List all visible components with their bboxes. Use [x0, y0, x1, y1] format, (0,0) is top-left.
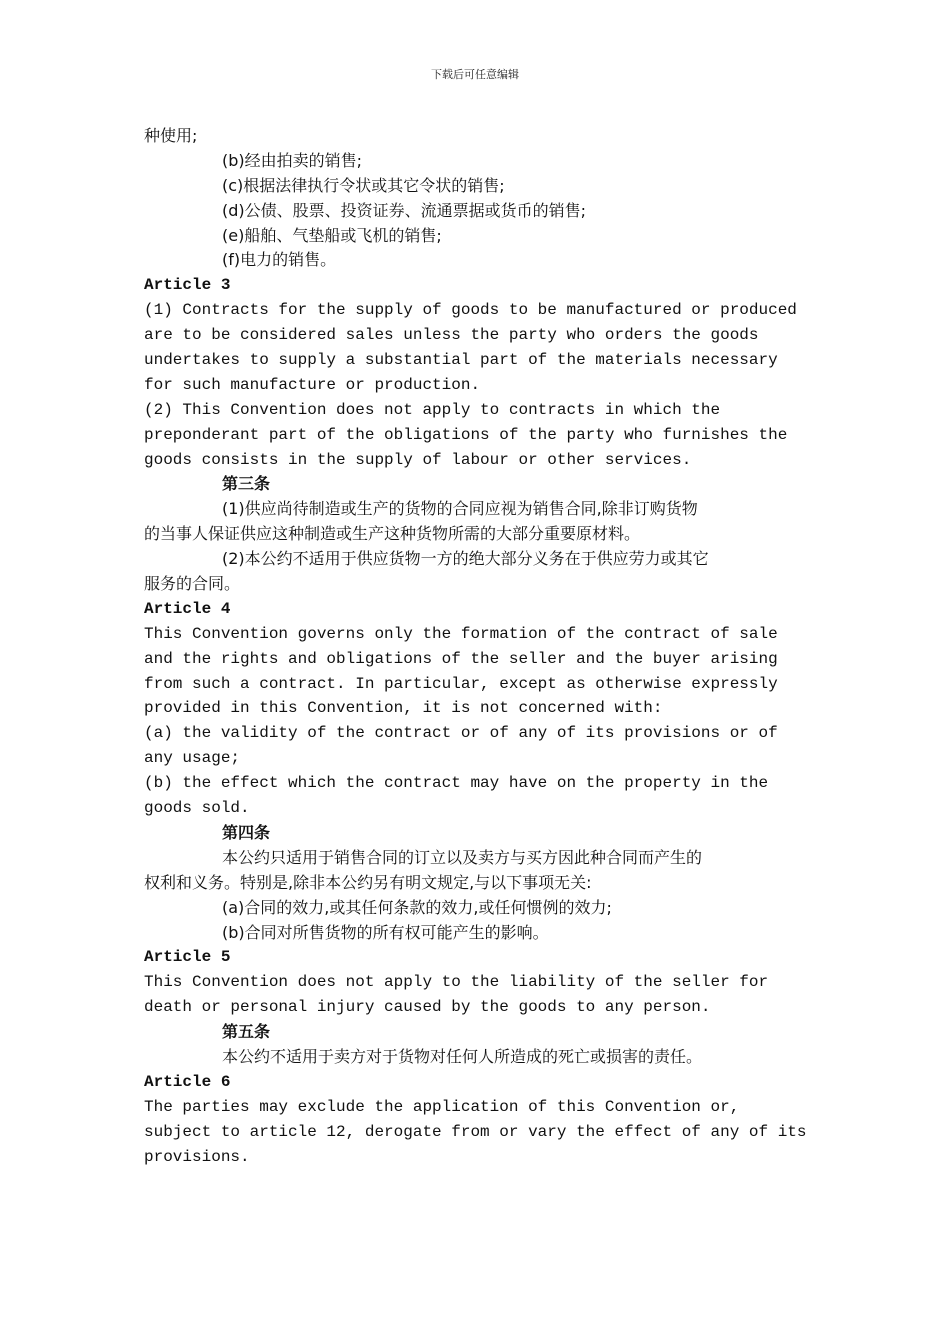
- english-paragraph-line: subject to article 12, derogate from or vary the effect of any of its: [144, 1122, 807, 1141]
- page-header: 下载后可任意编辑: [431, 68, 519, 81]
- chinese-paragraph-line: (d)公债、股票、投资证券、流通票据或货币的销售;: [222, 200, 587, 220]
- article-heading: Article 5: [144, 948, 231, 967]
- chinese-paragraph-line: (a)合同的效力,或其任何条款的效力,或任何惯例的效力;: [222, 897, 612, 917]
- chinese-paragraph-line: (f)电力的销售。: [222, 250, 337, 270]
- chinese-paragraph-line: 的当事人保证供应这种制造或生产这种货物所需的大部分重要原材料。: [144, 524, 641, 544]
- article-heading: Article 6: [144, 1072, 231, 1091]
- chinese-paragraph-line: (1)供应尚待制造或生产的货物的合同应视为销售合同,除非订购货物: [222, 499, 698, 519]
- chinese-paragraph-line: (2)本公约不适用于供应货物一方的绝大部分义务在于供应劳力或其它: [222, 549, 709, 569]
- chinese-article-heading: 第三条: [222, 474, 271, 494]
- english-paragraph-line: This Convention does not apply to the liability of the seller for: [144, 973, 769, 992]
- chinese-paragraph-line: 服务的合同。: [144, 574, 241, 594]
- document-body: [144, 124, 824, 1169]
- english-paragraph-line: (1) Contracts for the supply of goods to be manufactured or produced: [144, 301, 797, 320]
- english-paragraph-line: The parties may exclude the application of this Convention or,: [144, 1097, 740, 1116]
- article-heading: Article 3: [144, 276, 231, 295]
- chinese-paragraph-line: (b)经由拍卖的销售;: [222, 150, 363, 170]
- chinese-paragraph-line: (e)船舶、气垫船或飞机的销售;: [222, 225, 442, 245]
- english-paragraph-line: death or personal injury caused by the goods to any person.: [144, 998, 711, 1017]
- chinese-paragraph-line: 本公约只适用于销售合同的订立以及卖方与买方因此种合同而产生的: [222, 847, 703, 867]
- english-paragraph-line: goods sold.: [144, 799, 250, 818]
- english-paragraph-line: undertakes to supply a substantial part of the materials necessary: [144, 351, 778, 370]
- english-paragraph-line: preponderant part of the obligations of the party who furnishes the: [144, 425, 788, 444]
- english-paragraph-line: from such a contract. In particular, except as otherwise expressly: [144, 674, 778, 693]
- english-paragraph-line: any usage;: [144, 749, 241, 768]
- chinese-paragraph-line: (c)根据法律执行令状或其它令状的销售;: [222, 175, 505, 195]
- chinese-paragraph-line: 权利和义务。特别是,除非本公约另有明文规定,与以下事项无关:: [144, 872, 592, 892]
- english-paragraph-line: for such manufacture or production.: [144, 375, 481, 394]
- chinese-paragraph-line: 种使用;: [144, 126, 198, 145]
- chinese-article-heading: 第五条: [222, 1022, 271, 1042]
- english-paragraph-line: and the rights and obligations of the seller and the buyer arising: [144, 649, 778, 668]
- english-paragraph-line: provisions.: [144, 1147, 250, 1166]
- english-paragraph-line: This Convention governs only the formation of the contract of sale: [144, 624, 778, 643]
- english-paragraph-line: (a) the validity of the contract or of any of its provisions or of: [144, 724, 778, 743]
- chinese-article-heading: 第四条: [222, 822, 271, 842]
- article-heading: Article 4: [144, 599, 231, 618]
- english-paragraph-line: goods consists in the supply of labour or other services.: [144, 450, 692, 469]
- chinese-paragraph-line: 本公约不适用于卖方对于货物对任何人所造成的死亡或损害的责任。: [222, 1046, 703, 1066]
- english-paragraph-line: (2) This Convention does not apply to contracts in which the: [144, 400, 721, 419]
- english-paragraph-line: (b) the effect which the contract may have on the property in the: [144, 774, 769, 793]
- english-paragraph-line: are to be considered sales unless the party who orders the goods: [144, 326, 759, 345]
- english-paragraph-line: provided in this Convention, it is not concerned with:: [144, 699, 663, 718]
- chinese-paragraph-line: (b)合同对所售货物的所有权可能产生的影响。: [222, 922, 549, 942]
